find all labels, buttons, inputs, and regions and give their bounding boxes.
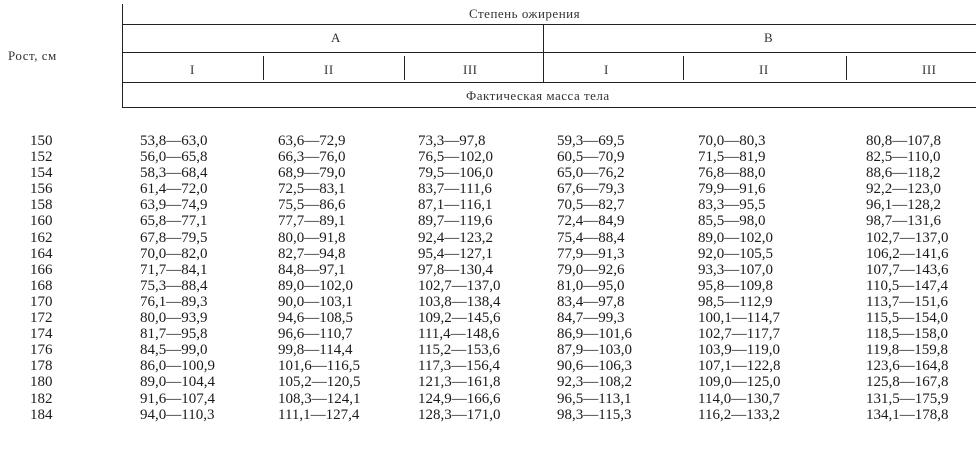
mass-range-cell: 114,0—130,7: [698, 390, 780, 407]
mass-range-cell: 83,3—95,5: [698, 197, 766, 214]
height-cell: 170: [30, 293, 53, 310]
header-line-4: [122, 107, 976, 108]
header-line-3: [122, 82, 976, 83]
mass-range-cell: 101,6—116,5: [278, 358, 360, 375]
mass-range-cell: 90,6—106,3: [557, 358, 632, 375]
mass-range-cell: 98,5—112,9: [698, 293, 773, 310]
mass-range-cell: 75,5—86,6: [278, 197, 346, 214]
mass-range-cell: 100,1—114,7: [698, 310, 780, 327]
mass-range-cell: 96,1—128,2: [866, 197, 941, 214]
mass-range-cell: 84,7—99,3: [557, 310, 625, 327]
mass-range-cell: 75,4—88,4: [557, 229, 625, 246]
mass-range-cell: 79,9—91,6: [698, 181, 766, 198]
mass-range-cell: 59,3—69,5: [557, 133, 625, 149]
mass-range-cell: 73,3—97,8: [418, 133, 486, 149]
height-cell: 184: [30, 406, 53, 423]
header-divider-vertical: [122, 4, 123, 107]
mass-range-cell: 53,8—63,0: [140, 133, 208, 149]
mass-range-cell: 115,2—153,6: [418, 342, 500, 359]
height-cell: 160: [30, 213, 53, 230]
mass-range-cell: 109,0—125,0: [698, 374, 781, 391]
mass-range-cell: 123,6—164,8: [866, 358, 949, 375]
mass-range-cell: 113,7—151,6: [866, 293, 948, 310]
mass-range-cell: 81,7—95,8: [140, 326, 208, 343]
mass-range-cell: 84,8—97,1: [278, 261, 346, 278]
mass-range-cell: 95,8—109,8: [698, 277, 773, 294]
header-line-2: [122, 52, 976, 53]
mass-range-cell: 86,0—100,9: [140, 358, 215, 375]
group-a-label: A: [331, 30, 341, 45]
height-cell: 180: [30, 374, 53, 391]
mass-range-cell: 92,0—105,5: [698, 245, 773, 262]
mass-range-cell: 70,0—82,0: [140, 245, 208, 262]
value-column-b-1: [557, 133, 632, 423]
mass-range-cell: 89,0—102,0: [278, 277, 353, 294]
height-cell: 150: [30, 133, 53, 149]
mass-range-cell: 111,4—148,6: [418, 326, 500, 343]
height-cell: 166: [30, 261, 53, 278]
height-cell: 178: [30, 358, 53, 375]
mass-range-cell: 110,5—147,4: [866, 277, 948, 294]
grade-label: II: [324, 62, 334, 77]
height-cell: 156: [30, 181, 53, 198]
mass-range-cell: 70,0—80,3: [698, 133, 766, 149]
mass-range-cell: 102,7—137,0: [418, 277, 501, 294]
mass-range-cell: 79,0—92,6: [557, 261, 625, 278]
mass-range-cell: 94,6—108,5: [278, 310, 353, 327]
mass-range-cell: 93,3—107,0: [698, 261, 773, 278]
mass-range-cell: 88,6—118,2: [866, 165, 941, 182]
mass-range-cell: 81,0—95,0: [557, 277, 625, 294]
mass-range-cell: 72,5—83,1: [278, 181, 346, 198]
mass-range-cell: 70,5—82,7: [557, 197, 625, 214]
value-column-a-2: [278, 133, 361, 423]
mass-range-cell: 67,6—79,3: [557, 181, 625, 198]
height-cell: 154: [30, 165, 53, 182]
height-cell: 162: [30, 229, 53, 246]
height-cell: 182: [30, 390, 53, 407]
value-column-a-3: [418, 133, 501, 423]
mass-range-cell: 92,3—108,2: [557, 374, 632, 391]
mass-range-cell: 84,5—99,0: [140, 342, 208, 359]
mass-range-cell: 60,5—70,9: [557, 149, 625, 166]
mass-range-cell: 124,9—166,6: [418, 390, 501, 407]
mass-range-cell: 77,9—91,3: [557, 245, 625, 262]
mass-range-cell: 82,7—94,8: [278, 245, 346, 262]
mass-range-cell: 102,7—137,0: [866, 229, 949, 246]
grade-label: I: [604, 62, 609, 77]
mass-range-cell: 58,3—68,4: [140, 165, 208, 182]
mass-range-cell: 68,9—79,0: [278, 165, 346, 182]
height-column-label: Рост, см: [8, 48, 57, 63]
mass-range-cell: 63,9—74,9: [140, 197, 208, 214]
mass-range-cell: 96,5—113,1: [557, 390, 632, 407]
mass-range-cell: 134,1—178,8: [866, 406, 949, 423]
mass-range-cell: 87,1—116,1: [418, 197, 493, 214]
mass-range-cell: 82,5—110,0: [866, 149, 941, 166]
mass-range-cell: 121,3—161,8: [418, 374, 501, 391]
height-cell: 172: [30, 310, 53, 327]
mass-range-cell: 111,1—127,4: [278, 406, 360, 423]
mass-range-cell: 76,5—102,0: [418, 149, 493, 166]
mass-range-cell: 77,7—89,1: [278, 213, 346, 230]
value-column-a-1: [140, 133, 215, 423]
mass-range-cell: 66,3—76,0: [278, 149, 346, 166]
mass-range-cell: 107,7—143,6: [866, 261, 949, 278]
mass-range-cell: 89,0—102,0: [698, 229, 773, 246]
height-cell: 158: [30, 197, 53, 214]
degree-title: Степень ожирения: [469, 6, 581, 21]
mass-range-cell: 87,9—103,0: [557, 342, 632, 359]
mass-range-cell: 108,3—124,1: [278, 390, 361, 407]
grade-divider-4: [846, 56, 847, 80]
value-column-b-2: [698, 133, 781, 423]
mass-range-cell: 89,7—119,6: [418, 213, 493, 230]
mass-range-cell: 119,8—159,8: [866, 342, 948, 359]
mass-range-cell: 92,2—123,0: [866, 181, 941, 198]
mass-range-cell: 102,7—117,7: [698, 326, 780, 343]
mass-range-cell: 63,6—72,9: [278, 133, 346, 149]
mass-range-cell: 72,4—84,9: [557, 213, 625, 230]
grade-label: III: [463, 62, 478, 77]
height-cell: 164: [30, 245, 53, 262]
mass-range-cell: 131,5—175,9: [866, 390, 949, 407]
mass-range-cell: 98,3—115,3: [557, 406, 632, 423]
mass-range-cell: 107,1—122,8: [698, 358, 781, 375]
mass-range-cell: 83,4—97,8: [557, 293, 625, 310]
mass-range-cell: 103,8—138,4: [418, 293, 501, 310]
mass-range-cell: 76,1—89,3: [140, 293, 208, 310]
value-column-b-3: [866, 133, 949, 423]
grade-label: II: [759, 62, 769, 77]
mass-range-cell: 65,8—77,1: [140, 213, 208, 230]
mass-range-cell: 97,8—130,4: [418, 261, 493, 278]
height-column: [30, 133, 70, 423]
mass-range-cell: 71,7—84,1: [140, 261, 208, 278]
mass-range-cell: 76,8—88,0: [698, 165, 766, 182]
grade-label: III: [922, 62, 937, 77]
height-cell: 168: [30, 277, 53, 294]
mass-range-cell: 75,3—88,4: [140, 277, 208, 294]
mass-range-cell: 92,4—123,2: [418, 229, 493, 246]
group-divider: [543, 24, 544, 82]
mass-range-cell: 80,8—107,8: [866, 133, 941, 149]
mass-range-cell: 125,8—167,8: [866, 374, 949, 391]
mass-range-cell: 117,3—156,4: [418, 358, 500, 375]
mass-range-cell: 80,0—93,9: [140, 310, 208, 327]
header-line-1: [122, 24, 976, 25]
mass-range-cell: 89,0—104,4: [140, 374, 215, 391]
mass-range-cell: 95,4—127,1: [418, 245, 493, 262]
mass-title: Фактическая масса тела: [466, 88, 610, 103]
mass-range-cell: 80,0—91,8: [278, 229, 346, 246]
mass-range-cell: 116,2—133,2: [698, 406, 780, 423]
grade-label: I: [190, 62, 195, 77]
mass-range-cell: 71,5—81,9: [698, 149, 766, 166]
mass-range-cell: 96,6—110,7: [278, 326, 353, 343]
mass-range-cell: 67,8—79,5: [140, 229, 208, 246]
mass-range-cell: 91,6—107,4: [140, 390, 215, 407]
mass-range-cell: 56,0—65,8: [140, 149, 208, 166]
mass-range-cell: 65,0—76,2: [557, 165, 625, 182]
mass-range-cell: 128,3—171,0: [418, 406, 501, 423]
group-b-label: B: [764, 30, 774, 45]
mass-range-cell: 94,0—110,3: [140, 406, 215, 423]
mass-range-cell: 118,5—158,0: [866, 326, 948, 343]
height-cell: 174: [30, 326, 53, 343]
height-cell: 152: [30, 149, 53, 166]
mass-range-cell: 109,2—145,6: [418, 310, 501, 327]
mass-range-cell: 105,2—120,5: [278, 374, 361, 391]
height-cell: 176: [30, 342, 53, 359]
mass-range-cell: 106,2—141,6: [866, 245, 949, 262]
grade-divider-3: [683, 56, 684, 80]
grade-divider-1: [263, 56, 264, 80]
mass-range-cell: 115,5—154,0: [866, 310, 948, 327]
mass-range-cell: 85,5—98,0: [698, 213, 766, 230]
mass-range-cell: 86,9—101,6: [557, 326, 632, 343]
mass-range-cell: 83,7—111,6: [418, 181, 492, 198]
grade-divider-2: [404, 56, 405, 80]
mass-range-cell: 98,7—131,6: [866, 213, 941, 230]
mass-range-cell: 61,4—72,0: [140, 181, 208, 198]
mass-range-cell: 103,9—119,0: [698, 342, 780, 359]
mass-range-cell: 90,0—103,1: [278, 293, 353, 310]
mass-range-cell: 79,5—106,0: [418, 165, 493, 182]
mass-range-cell: 99,8—114,4: [278, 342, 353, 359]
